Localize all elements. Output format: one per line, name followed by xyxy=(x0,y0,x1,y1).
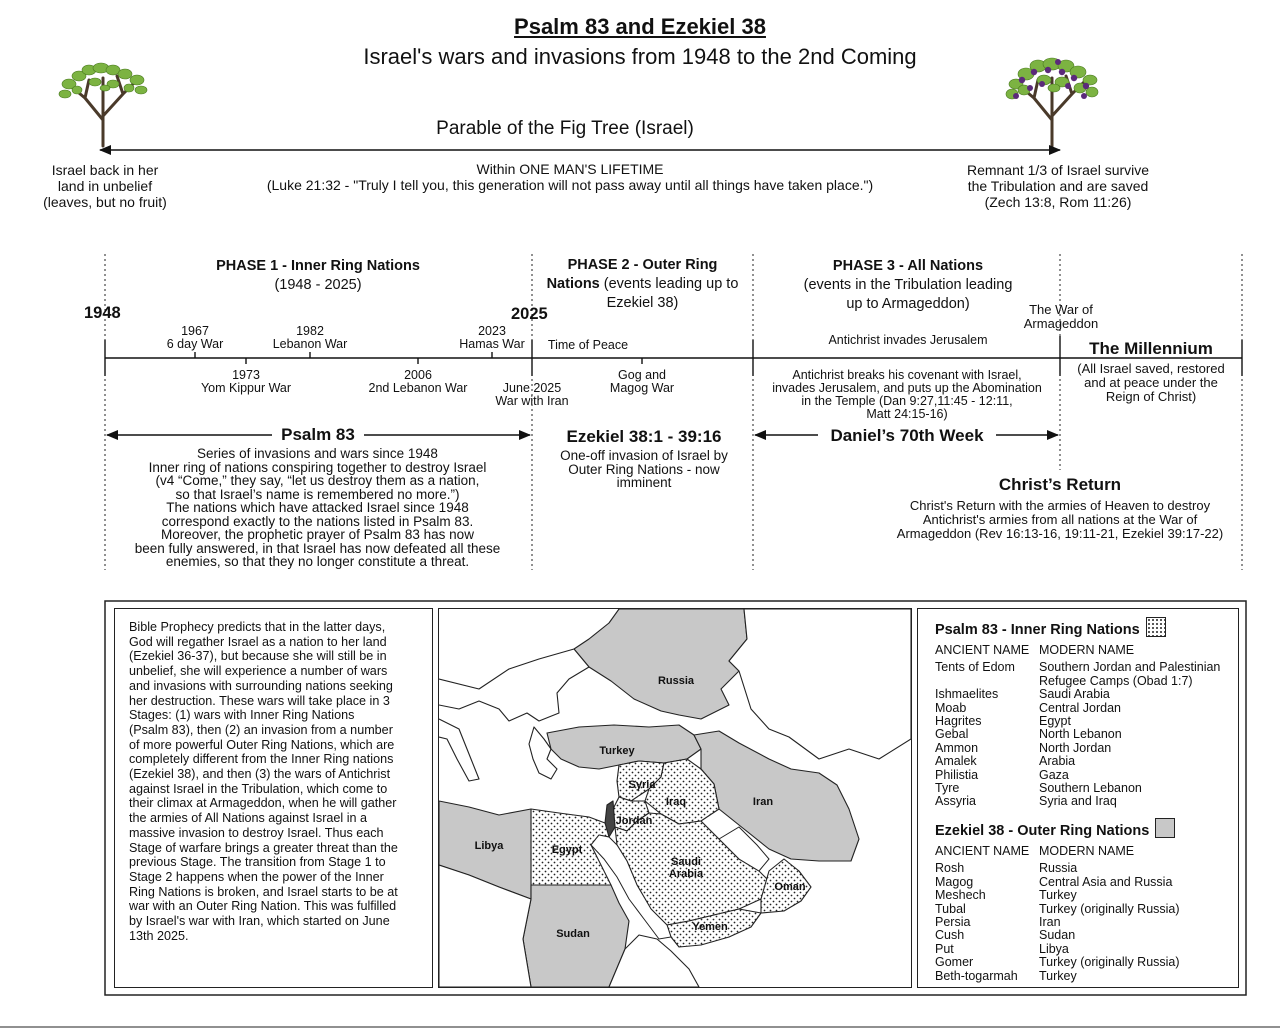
event-1967: 1967 6 day War xyxy=(166,324,224,351)
fig-tree-center-text: Within ONE MAN'S LIFETIME (Luke 21:32 - "Truly I tell you, this generation will not pass away until all things have taken place.") xyxy=(266,161,874,193)
legend-inner-rows xyxy=(935,661,1238,808)
explanation-line: unbelief, she will experience a number of wars xyxy=(129,664,388,679)
event-june-2025: June 2025 War with Iran xyxy=(495,381,569,408)
land-central-asia xyxy=(729,609,911,759)
explanation-line: (Ezekiel 38), and then (3) the wars of Antichrist xyxy=(129,767,391,782)
legend-inner-columns: ANCIENT NAME MODERN NAME xyxy=(935,643,1135,657)
war-of-armageddon: The War of Armageddon xyxy=(1023,302,1099,331)
ancient-name: Put xyxy=(935,941,954,956)
explanation-line: Bible Prophecy predicts that in the latter days, xyxy=(129,620,386,634)
modern-name: North Jordan xyxy=(1039,740,1112,755)
modern-name: Southern Jordan and Palestinian Refugee Camps (Obad 1:7) xyxy=(1039,660,1221,688)
legend-row xyxy=(935,715,1238,728)
label-saudi-b: Arabia xyxy=(668,868,704,880)
ancient-name: Tyre xyxy=(935,781,960,796)
outer-ring-swatch xyxy=(1155,818,1175,838)
legend-outer-rows xyxy=(935,862,1238,983)
modern-name: Turkey (originally Russia) xyxy=(1039,955,1180,970)
label-sudan: Sudan xyxy=(556,928,590,940)
label-libya: Libya xyxy=(474,840,504,852)
legend-row xyxy=(935,956,1238,969)
explanation-line: Ring Nations is broken, and Israel starts to be at xyxy=(129,884,398,899)
modern-name: Syria and Iraq xyxy=(1039,794,1117,809)
ezekiel-text: One-off invasion of Israel by Outer Ring Nations - now imminent xyxy=(560,448,728,490)
modern-name: Central Asia and Russia xyxy=(1039,874,1173,889)
modern-name: Central Jordan xyxy=(1039,700,1121,715)
inner-ring-swatch xyxy=(1146,617,1166,637)
label-yemen: Yemen xyxy=(692,921,728,933)
christ-return-title: Christ’s Return xyxy=(998,475,1122,494)
daniel-title: Daniel’s 70th Week xyxy=(830,426,984,445)
modern-name: North Lebanon xyxy=(1039,727,1122,742)
explanation-line: Stage 2 happens when the power of the Inner xyxy=(129,869,384,884)
legend-row xyxy=(935,661,1238,688)
legend-row xyxy=(935,769,1238,782)
label-jordan: Jordan xyxy=(615,815,653,827)
modern-name: Gaza xyxy=(1039,767,1069,782)
explanation-line: their climax at Armageddon, when he will gather xyxy=(129,796,397,811)
ancient-name: Tents of Edom xyxy=(935,660,1015,675)
christ-return-text: Christ's Return with the armies of Heaven to destroy Antichrist's armies from all nations at the War of Armageddon (Rev 16:13-16, 19:11-21, Ezekiel 39:17-22) xyxy=(896,498,1224,541)
explanation-line: Stage of warfare brings a greater threat than the xyxy=(129,840,398,855)
fig-tree-right-text: Remnant 1/3 of Israel survive the Tribulation and are saved (Zech 13:8, Rom 11:26) xyxy=(966,162,1150,210)
legend-box xyxy=(917,608,1239,988)
explanation-line: her destruction. These wars will take place in 3 xyxy=(129,693,390,708)
label-egypt: Egypt xyxy=(551,844,583,856)
legend-row xyxy=(935,862,1238,875)
fig-tree-label: Parable of the Fig Tree (Israel) xyxy=(436,118,694,139)
event-1982: 1982 Lebanon War xyxy=(272,324,348,351)
explanation-line: completely different from the Inner Ring nations xyxy=(129,752,394,767)
label-russia: Russia xyxy=(657,675,695,687)
explanation-line: war with an Outer Ring Nation. This was fulfilled xyxy=(129,899,397,914)
ancient-name: Persia xyxy=(935,914,971,929)
explanation-box xyxy=(114,608,433,988)
ancient-name: Ammon xyxy=(935,740,979,755)
explanation-line: God will regather Israel as a nation to her land xyxy=(129,634,387,649)
legend-row xyxy=(935,755,1238,768)
label-iraq: Iraq xyxy=(665,796,687,808)
antichrist-covenant-text: Antichrist breaks his covenant with Israel, invades Jerusalem, and puts up the Abomination in the Temple (Dan 9:27,11:45 - 12:11, Matt 24:15-16) xyxy=(772,368,1042,421)
modern-name: Egypt xyxy=(1039,714,1071,729)
phase1-heading: PHASE 1 - Inner Ring Nations (1948 - 2025) xyxy=(216,258,420,293)
explanation-line: Stages: (1) wars with Inner Ring Nations xyxy=(129,708,355,723)
year-1948: 1948 xyxy=(84,304,121,322)
legend-row xyxy=(935,970,1238,983)
ancient-name: Magog xyxy=(935,874,974,889)
ancient-name: Meshech xyxy=(935,888,986,903)
legend-row xyxy=(935,916,1238,929)
explanation-line: 13th 2025. xyxy=(129,928,189,943)
legend-row xyxy=(935,903,1238,916)
antichrist-invades: Antichrist invades Jerusalem xyxy=(828,333,988,347)
fig-tree-left-text: Israel back in her land in unbelief (leaves, but no fruit) xyxy=(43,162,167,210)
ancient-name: Philistia xyxy=(935,767,979,782)
millennium-text: (All Israel saved, restored and at peace under the Reign of Christ) xyxy=(1077,361,1225,404)
millennium-title: The Millennium xyxy=(1089,339,1213,358)
psalm83-title: Psalm 83 xyxy=(281,425,355,444)
ezekiel-title: Ezekiel 38:1 - 39:16 xyxy=(566,427,722,446)
time-of-peace: Time of Peace xyxy=(547,338,629,352)
event-2006: 2006 2nd Lebanon War xyxy=(368,368,468,395)
legend-row xyxy=(935,782,1238,795)
land-balkans xyxy=(439,649,589,721)
explanation-line: massive invasion to destroy Israel. Thus each xyxy=(129,825,384,840)
legend-row xyxy=(935,742,1238,755)
explanation-line: and invasions with surrounding nations seeking xyxy=(129,678,393,693)
legend-row xyxy=(935,795,1238,808)
legend-row xyxy=(935,929,1238,942)
explanation-line: against Israel in the Tribulation, which come to xyxy=(129,781,388,796)
page-subtitle: Israel's wars and invasions from 1948 to the 2nd Coming xyxy=(363,44,917,69)
explanation-line: (Psalm 83), then (2) an invasion from a number xyxy=(129,722,393,737)
country-russia xyxy=(574,609,747,719)
explanation-line: of more powerful Outer Ring Nations, which are xyxy=(129,737,395,752)
modern-name: Iran xyxy=(1039,914,1061,929)
modern-name: Southern Lebanon xyxy=(1039,781,1142,796)
psalm83-text: Series of invasions and wars since 1948 Inner ring of nations conspiring together to destroy Israel (v4 “Come,” they say, “let us destroy them as a nation, so that Israel’s name is remembered no more.”) The nations which have attacked Israel since 1948 correspond exactly to the nations listed in Psalm 83. Moreover, the prophetic prayer of Psalm 83 has now been fully answered, in that Israel has now defeated all these enemies, so that they no longer constitute a threat. xyxy=(134,446,501,569)
label-saudi-a: Saudi xyxy=(671,856,701,868)
legend-row xyxy=(935,889,1238,902)
label-iran: Iran xyxy=(752,796,774,808)
explanation-line: by Israel's war with Iran, which started on June xyxy=(129,914,390,929)
phase2-heading: PHASE 2 - Outer Ring Nations (events leading up to Ezekiel 38) xyxy=(546,257,739,311)
explanation-text xyxy=(115,609,432,943)
label-turkey: Turkey xyxy=(599,745,635,757)
event-gog-magog: Gog and Magog War xyxy=(609,368,675,395)
legend-row xyxy=(935,702,1238,715)
ancient-name: Hagrites xyxy=(935,714,982,729)
ancient-name: Ishmaelites xyxy=(935,687,999,702)
ancient-name: Beth-togarmah xyxy=(935,968,1018,983)
label-syria: Syria xyxy=(628,779,656,791)
explanation-line: (Ezekiel 36-37), but because she will still be in xyxy=(129,649,387,664)
legend-outer-heading: Ezekiel 38 - Outer Ring Nations xyxy=(935,818,1238,840)
event-1973: 1973 Yom Kippur War xyxy=(200,368,292,395)
ancient-name: Gomer xyxy=(935,955,974,970)
modern-name: Turkey (originally Russia) xyxy=(1039,901,1180,916)
label-oman: Oman xyxy=(774,881,806,893)
modern-name: Saudi Arabia xyxy=(1039,687,1110,702)
legend-row xyxy=(935,688,1238,701)
map-box xyxy=(438,608,912,988)
phase3-heading: PHASE 3 - All Nations (events in the Tribulation leading up to Armageddon) xyxy=(803,258,1013,312)
explanation-line: previous Stage. The transition from Stage 1 to xyxy=(129,855,386,870)
land-italy xyxy=(439,719,479,781)
ancient-name: Cush xyxy=(935,928,965,943)
year-2025: 2025 xyxy=(511,305,548,323)
middle-east-map xyxy=(439,609,911,987)
modern-name: Turkey xyxy=(1039,888,1077,903)
legend-row xyxy=(935,943,1238,956)
ancient-name: Assyria xyxy=(935,794,976,809)
modern-name: Russia xyxy=(1039,861,1078,876)
modern-name: Arabia xyxy=(1039,754,1076,769)
legend-inner-heading: Psalm 83 - Inner Ring Nations xyxy=(935,617,1238,639)
ancient-name: Tubal xyxy=(935,901,966,916)
ancient-name: Moab xyxy=(935,700,967,715)
ancient-name: Gebal xyxy=(935,727,969,742)
explanation-line: the armies of All Nations against Israel in a xyxy=(129,811,368,826)
modern-name: Sudan xyxy=(1039,928,1076,943)
modern-name: Libya xyxy=(1039,941,1069,956)
legend-row xyxy=(935,728,1238,741)
page-title: Psalm 83 and Ezekiel 38 xyxy=(514,14,766,39)
modern-name: Turkey xyxy=(1039,968,1077,983)
legend-outer-columns: ANCIENT NAME MODERN NAME xyxy=(935,843,1135,858)
ancient-name: Amalek xyxy=(935,754,977,769)
legend-row xyxy=(935,876,1238,889)
ancient-name: Rosh xyxy=(935,861,965,876)
event-2023: 2023 Hamas War xyxy=(459,324,525,351)
